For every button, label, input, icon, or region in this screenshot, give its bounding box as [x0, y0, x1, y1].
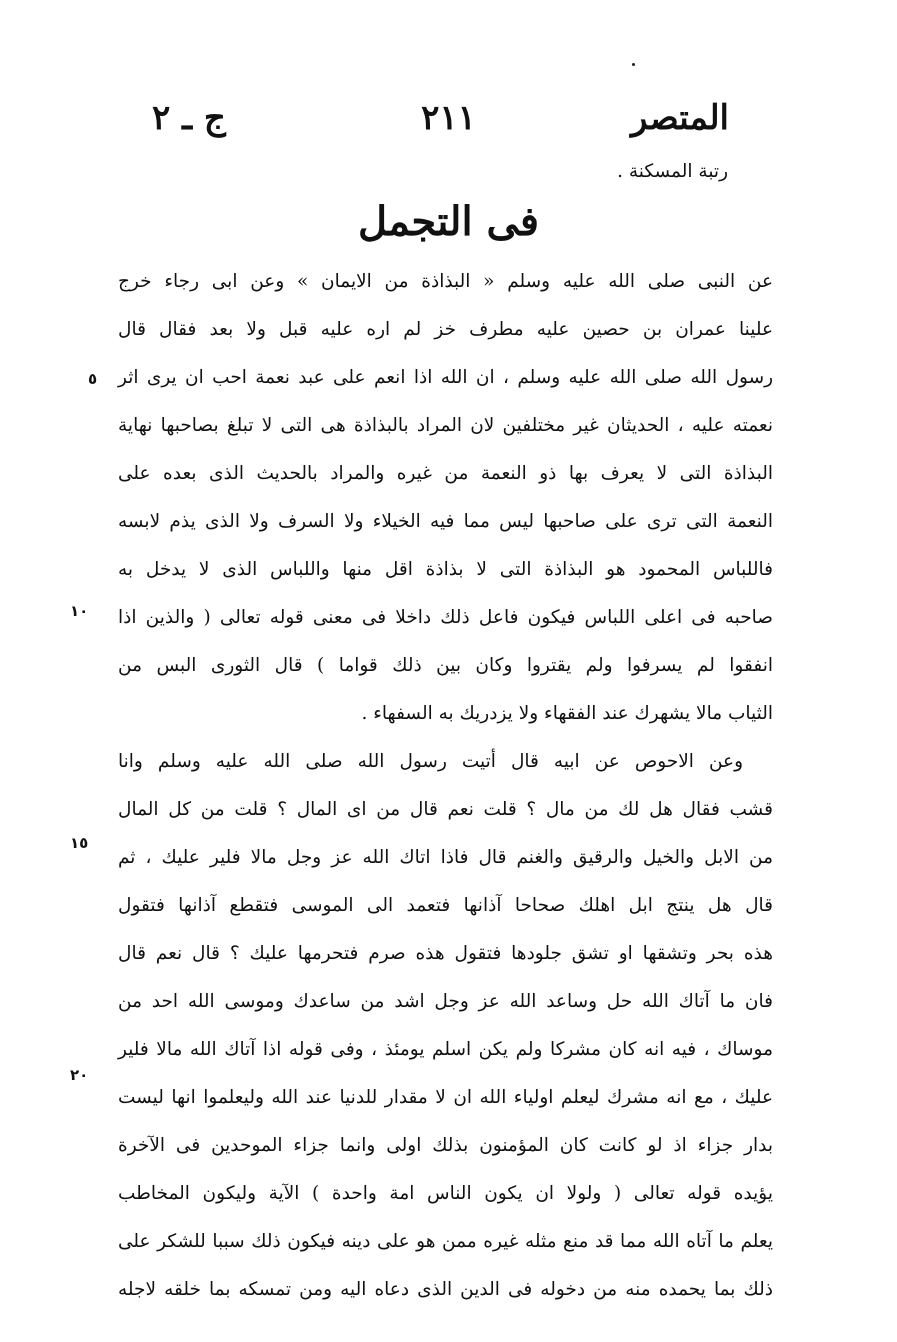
- text-line: علينا عمران بن حصين عليه مطرف خز لم اره عليه قبل ولا بعد فقال قال: [118, 319, 773, 340]
- text-line: وعن الاحوص عن ابيه قال أتيت رسول الله صلى الله عليه وسلم وانا: [118, 751, 743, 772]
- text-line: موساك ، فيه انه كان مشركا ولم يكن اسلم يومئذ ، وفى قوله اذا آتاك الله مالا فلير: [118, 1039, 773, 1060]
- line-number: ٢٠: [70, 1066, 89, 1084]
- speck-mark: [632, 63, 635, 66]
- text-line: رتبة المسكنة .: [617, 161, 728, 182]
- text-line: صاحبه فى اعلى اللباس فيكون فاعل ذلك داخلا فى معنى قوله تعالى ( والذين اذا: [118, 607, 773, 628]
- line-number: ١٥: [70, 834, 89, 852]
- text-line: النعمة التى ترى على صاحبها ليس مما فيه الخيلاء ولا السرف ولا الذى يذم لابسه: [118, 511, 773, 532]
- line-number: ١٠: [70, 602, 89, 620]
- running-header-title: المتصر: [631, 98, 729, 138]
- text-line: انفقوا لم يسرفوا ولم يقتروا وكان بين ذلك قواما ) قال الثورى البس من: [118, 655, 773, 676]
- text-line: ذلك بما يحمده منه من دخوله فى الدين الذى دعاه اليه ومن تمسكه بما خلقه لاجله: [118, 1279, 773, 1300]
- text-line: بدار جزاء اذ لو كانت كان المؤمنون بذلك اولى وانما جزاء الموحدين فى الآخرة: [118, 1135, 773, 1156]
- text-line: البذاذة التى لا يعرف بها ذو النعمة من غيره والمراد بالحديث الذى بعده على: [118, 463, 773, 484]
- text-line: رسول الله صلى الله عليه وسلم ، ان الله اذا انعم على عبد نعمة احب ان يرى اثر: [118, 367, 773, 388]
- line-number: ٥: [88, 370, 98, 388]
- text-line: الثياب مالا يشهرك عند الفقهاء ولا يزدريك به السفهاء .: [361, 703, 773, 724]
- page-number: ٢١١: [421, 98, 476, 138]
- text-line: قشب فقال هل لك من مال ؟ قلت نعم قال من اى المال ؟ قلت من كل المال: [118, 799, 773, 820]
- text-line: هذه بحر وتشقها او تشق جلودها فتقول هذه صرم فتحرمها عليك ؟ قال نعم قال: [118, 943, 773, 964]
- text-line: فاللباس المحمود هو البذاذة التى لا بذاذة اقل منها واللباس الذى لا يدخل به: [118, 559, 773, 580]
- text-line: يعلم ما آتاه الله مما قد منع مثله غيره ممن هو على دينه فيكون ذلك سببا للشكر على: [118, 1231, 773, 1252]
- text-line: عن النبى صلى الله عليه وسلم « البذاذة من الايمان » وعن ابى رجاء خرج: [118, 271, 773, 292]
- text-line: نعمته عليه ، الحديثان غير مختلفين لان المراد بالبذاذة هى التى لا تبلغ بصاحبها نهاية: [118, 415, 773, 436]
- section-title: فى التجمل: [358, 198, 539, 245]
- text-line: قال هل ينتج ابل اهلك صحاحا آذانها فتعمد الى الموسى فتقطع آذانها فتقول: [118, 895, 773, 916]
- text-line: من الابل والخيل والرقيق والغنم قال فاذا اتاك الله عز وجل مالا فلير عليك ، ثم: [118, 847, 773, 868]
- volume-label: ج ـ ٢: [152, 98, 226, 138]
- text-line: فان ما آتاك الله حل وساعد الله عز وجل اشد من ساعدك وموسى الله احد من: [118, 991, 773, 1012]
- text-line: يؤيده قوله تعالى ( ولولا ان يكون الناس امة واحدة ) الآية وليكون المخاطب: [118, 1183, 773, 1204]
- text-line: عليك ، مع انه مشرك ليعلم اولياء الله ان لا مقدار للدنيا عند الله وليعلموا انها ليست: [118, 1087, 773, 1108]
